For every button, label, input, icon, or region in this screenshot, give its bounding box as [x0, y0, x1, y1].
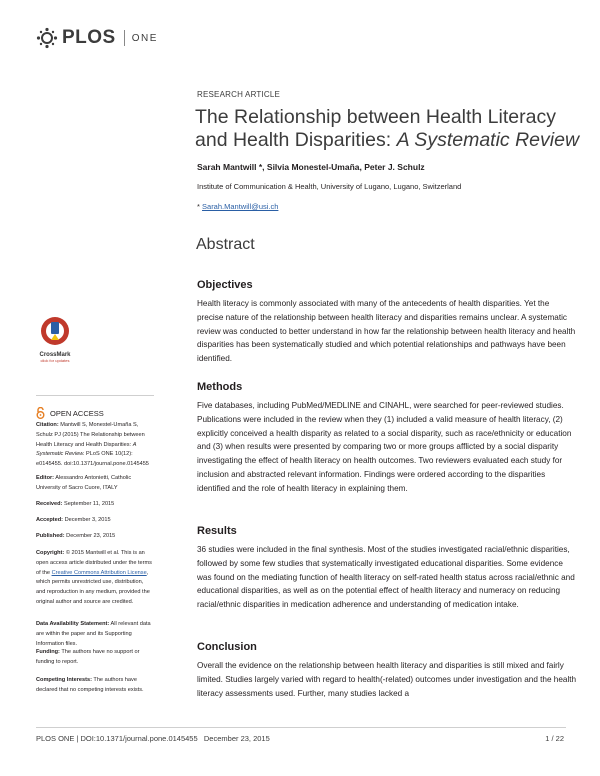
license-link[interactable]: Creative Commons Attribution License [51, 569, 147, 576]
plos-dots-icon [36, 27, 58, 49]
accepted-label: Accepted: [36, 517, 64, 523]
section-text: Overall the evidence on the relationship between health literacy and disparities is still mixed and fairly limited. Studies largely varied with regard to health(-related) outcomes under investigation and the health literacy assessments used. Further, many studies lacked a [197, 661, 577, 698]
citation-text-1: Mantwill S, Monestel-Umaña S, Schulz PJ (2015) The Relationship between Health Literacy and Health Disparities: [36, 422, 145, 448]
copyright-block [36, 549, 154, 608]
logo-divider [124, 30, 125, 46]
abstract-heading: Abstract [196, 236, 255, 253]
published-label: Published: [36, 533, 65, 539]
received-label: Received: [36, 501, 63, 507]
funding-block [36, 648, 154, 668]
section-heading: Methods [197, 381, 243, 393]
article-type: RESEARCH ARTICLE [197, 90, 281, 99]
article-title [195, 106, 585, 152]
logo-text: PLOS [62, 27, 116, 48]
section-conclusion [197, 641, 577, 700]
section-heading: Objectives [197, 279, 253, 291]
page-number: 1 / 22 [545, 734, 564, 743]
section-heading: Conclusion [197, 641, 257, 653]
corresponding-email [197, 202, 278, 211]
copyright-label: Copyright: [36, 550, 65, 556]
author-list: Sarah Mantwill *, Silvia Monestel-Umaña, Peter J. Schulz [197, 162, 425, 172]
title-line-2 [195, 129, 585, 152]
section-text: Health literacy is commonly associated with many of the antecedents of health disparities. Yet the precise nature of the relationship between health literacy and disparities remains unclear. A systematic review was conducted to better understand in how far the relationship between health literacy and health disparities has been systematically studied and which potential relationships and pathways have been identified. [197, 299, 576, 364]
open-access-badge [36, 407, 104, 419]
received-date: September 11, 2015 [64, 501, 115, 507]
section-text: Five databases, including PubMed/MEDLINE and CINAHL, were searched for peer-reviewed studies. Publications were included in the review when they (1) included a valid measure of health literacy, (2) explicitly conceived a health disparity as related to a social disparity, such as race/ethnicity or education and (3) when results were presented by comparing two or more groups afflicted by a social disparity investigating the effect of health literacy on health outcomes. Two reviewers evaluated each study for inclusion and abstracted relevant information. Findings were ordered according to the disparities identified and the role of health literacy in explaining them. [197, 401, 572, 493]
published-block [36, 532, 154, 542]
competing-interests-block [36, 676, 154, 696]
section-text: 36 studies were included in the final synthesis. Most of the studies investigated racial/ethnic disparities, followed by some few studies that systematically investigated educational disparities. Some evidence was found on the mediating function of health literacy on self-rated health status across racial/ethnic and educational disparities, as well as on the potential effect of health literacy and numeracy on reducing racial/ethnic disparities in medication adherence and understanding of medication intake. [197, 545, 575, 610]
email-link[interactable]: Sarah.Mantwill@usi.ch [202, 202, 279, 211]
footer-citation: PLOS ONE | DOI:10.1371/journal.pone.0145455 December 23, 2015 [36, 734, 270, 743]
published-date: December 23, 2015 [66, 533, 116, 539]
editor-label: Editor: [36, 475, 55, 481]
journal-name: ONE [131, 32, 158, 44]
funding-text: The authors have no support or funding to report. [36, 649, 140, 665]
data-availability-label: Data Availability Statement: [36, 621, 110, 627]
competing-interests-text: The authors have declared that no competing interests exists. [36, 677, 144, 693]
data-availability-block [36, 620, 154, 649]
affiliation: Institute of Communication & Health, University of Lugano, Lugano, Switzerland [197, 182, 462, 191]
title-line-1: The Relationship between Health Literacy [195, 106, 556, 128]
crossmark-badge[interactable] [36, 316, 74, 363]
citation-title-italic: A Systematic Review. [36, 441, 137, 458]
received-block [36, 500, 154, 510]
section-heading: Results [197, 525, 237, 537]
accepted-date: December 3, 2015 [64, 517, 111, 523]
citation-block [36, 421, 154, 470]
section-results [197, 525, 577, 612]
open-lock-icon [36, 407, 45, 419]
crossmark-sublabel: click for updates [40, 358, 70, 363]
editor-block [36, 474, 154, 494]
editor-text: Alessandro Antonietti, Catholic University of Sacro Cuore, ITALY [36, 475, 132, 491]
corresp-marker: * [197, 202, 200, 211]
plos-one-logo[interactable] [36, 27, 158, 49]
crossmark-label: CrossMark [39, 352, 71, 358]
title-line-2-italic: A Systematic Review [396, 129, 580, 151]
section-objectives [197, 279, 577, 366]
accepted-block [36, 516, 154, 526]
crossmark-icon [40, 316, 70, 346]
open-access-label: OPEN ACCESS [50, 408, 104, 418]
copyright-text-2: , which permits unrestricted use, distribution, and reproduction in any medium, provided the original author and source are credited. [36, 569, 150, 605]
title-line-2-plain: and Health Disparities: [195, 129, 397, 151]
data-availability-text: All relevant data are within the paper and its Supporting Information files. [36, 621, 151, 647]
footer-divider [36, 727, 566, 728]
funding-label: Funding: [36, 649, 60, 655]
sidebar-divider [36, 395, 154, 396]
copyright-text-1: © 2015 Mantwill et al. This is an open access article distributed under the terms of the [36, 550, 152, 576]
competing-interests-label: Competing Interests: [36, 677, 92, 683]
citation-label: Citation: [36, 422, 59, 428]
citation-text-2: PLoS ONE 10(12): e0145455. doi:10.1371/journal.pone.0145455 [36, 451, 149, 468]
section-methods [197, 381, 577, 496]
